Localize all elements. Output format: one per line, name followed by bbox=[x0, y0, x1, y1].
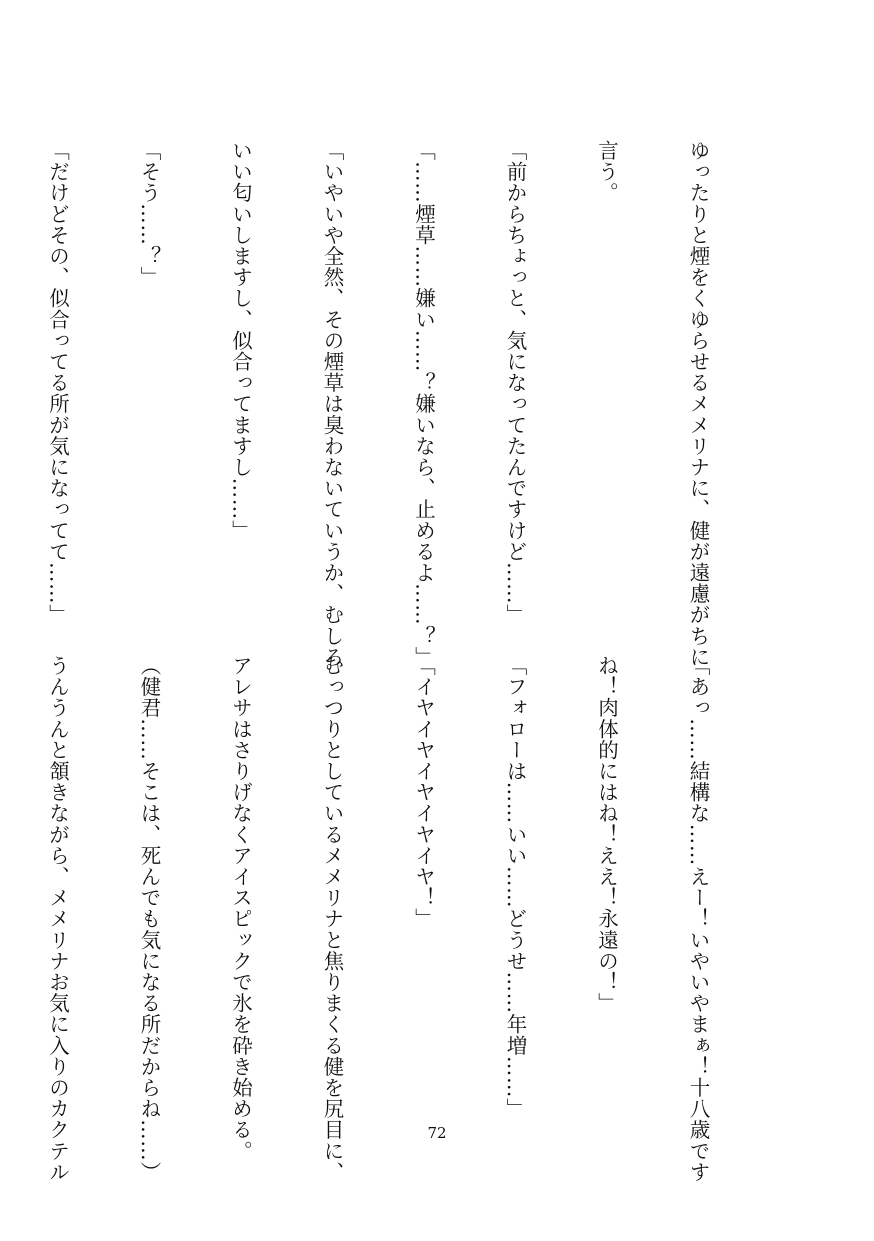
text-line: 「そう……？」 bbox=[137, 140, 161, 288]
text-line: （健君……そこは、死んでも気になる所だからね……） bbox=[137, 655, 161, 1183]
text-line: 「前からちょっと、気になってたんですけど……」 bbox=[503, 140, 527, 626]
text-line: 「フォローは……いい……どうせ……年増……」 bbox=[503, 655, 527, 1120]
text-line: 言う。 bbox=[594, 140, 619, 204]
text-line: ゆったりと煙をくゆらせるメメリナに、健が遠慮がちに bbox=[686, 140, 710, 668]
text-line: 「だけどその、似合ってる所が気になってて……」 bbox=[45, 140, 70, 626]
upper-text-block bbox=[45, 140, 774, 668]
text-line: アレサはさりげなくアイスピックで氷を砕き始める。 bbox=[228, 655, 253, 1162]
text-line: ね！肉体的にはね！ええ！永遠の！」 bbox=[594, 655, 619, 1014]
page-number: 72 bbox=[427, 1124, 447, 1142]
text-line: 「……煙草……嫌い……？嫌いなら、止めるよ……？」 bbox=[411, 140, 436, 668]
text-line: 「イヤイヤイヤイヤイヤ！」 bbox=[411, 655, 436, 930]
text-line: 「あっ……結構な……えー！いやいやまぁ！十八歳です bbox=[686, 655, 710, 1183]
text-line: 「いやいや全然、その煙草は臭わないていうか、むしろ bbox=[320, 140, 344, 668]
text-line: いい匂いしますし、似合ってますし……」 bbox=[228, 140, 253, 541]
text-line: むっつりとしているメメリナと焦りまくる健を尻目に、 bbox=[320, 655, 344, 1183]
text-line: うんうんと頷きながら、メメリナお気に入りのカクテル bbox=[45, 655, 70, 1183]
